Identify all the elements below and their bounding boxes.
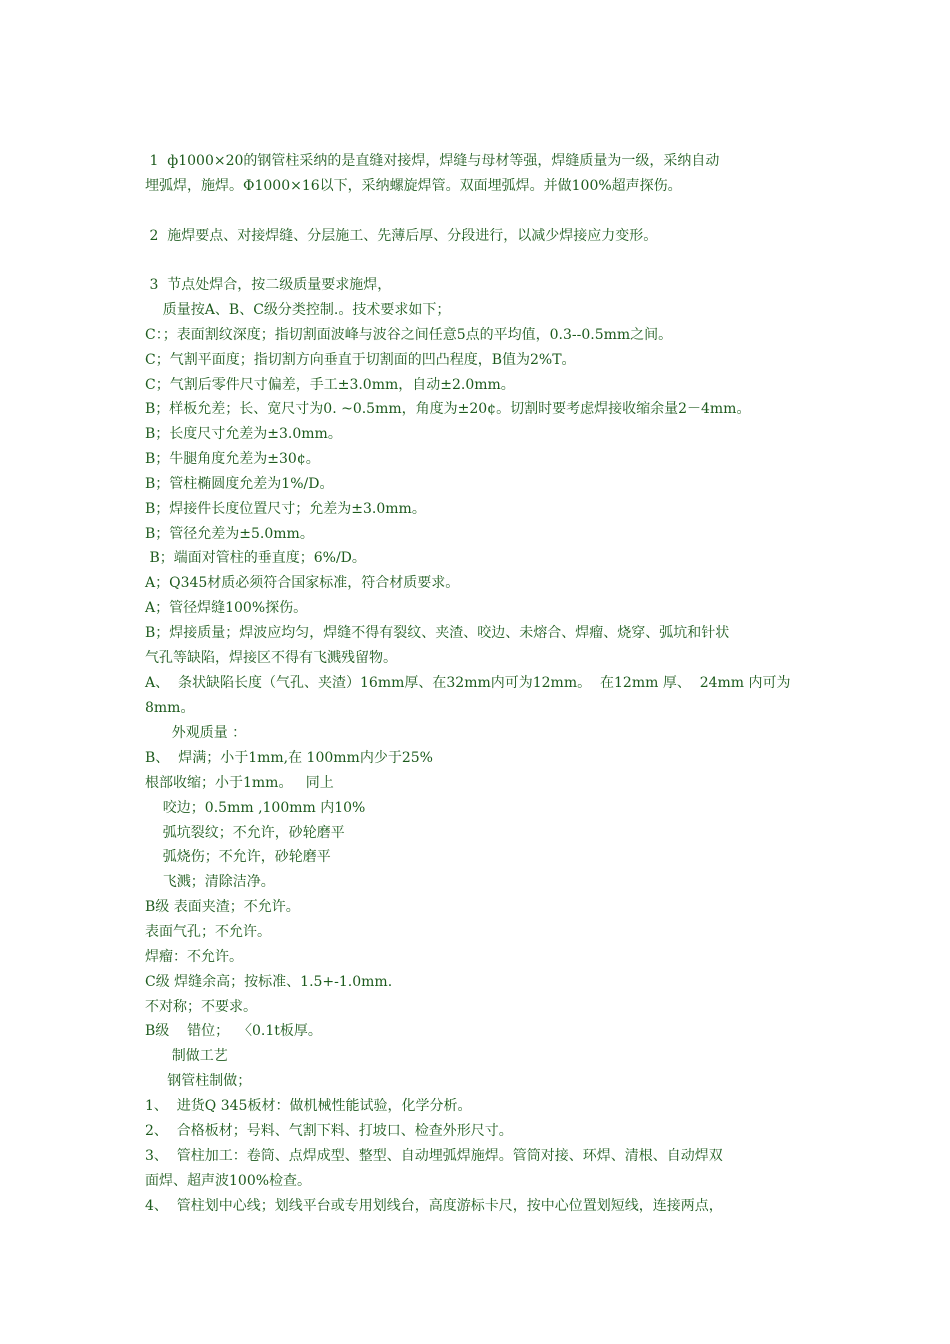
text-line: 1、 进货Q 345板材：做机械性能试验，化学分析。	[145, 1098, 472, 1114]
text-line: 弧坑裂纹；不允许，砂轮磨平	[145, 825, 345, 841]
text-line: A、 条状缺陷长度（气孔、夹渣）16mm厚、在32mm内可为12mm。 在12mm 厚、 24mm 内可为	[145, 675, 791, 691]
text-line: A；管径焊缝100%探伤。	[145, 600, 308, 616]
text-line: 外观质量 ：	[145, 725, 247, 741]
text-line: B；焊接件长度位置尺寸；允差为±3.0mm。	[145, 501, 426, 517]
text-line: B、 焊满；小于1mm,在 100mm内少于25%	[145, 750, 433, 766]
text-line: 制做工艺	[145, 1048, 228, 1064]
text-line: B；牛腿角度允差为±30¢。	[145, 451, 320, 467]
text-line: 3、 管柱加工：卷筒、点焊成型、整型、自动埋弧焊施焊。管筒对接、环焊、清根、自动焊双	[145, 1148, 723, 1164]
text-line: 咬边；0.5mm ,100mm 内10%	[145, 800, 366, 816]
text-line: C；气割后零件尺寸偏差，手工±3.0mm，自动±2.0mm。	[145, 377, 515, 393]
text-line: 2、 合格板材；号料、气割下料、打坡口、检查外形尺寸。	[145, 1123, 513, 1139]
text-line: 8mm。	[145, 700, 195, 716]
text-line: 埋弧焊，施焊。Φ1000×16以下，采纳螺旋焊管。双面埋弧焊。并做100%超声探伤。	[145, 178, 682, 194]
text-line: B级 错位； 〈0.1t板厚。	[145, 1023, 322, 1039]
text-line: B；管柱椭圆度允差为1%/D。	[145, 476, 334, 492]
text-line: 1 ф1000×20的钢管柱采纳的是直缝对接焊，焊缝与母材等强，焊缝质量为一级，采纳自动	[145, 153, 720, 169]
text-line: A；Q345材质必须符合国家标准，符合材质要求。	[145, 575, 460, 591]
text-line: 3 节点处焊合，按二级质量要求施焊，	[145, 277, 392, 293]
text-line: 焊瘤：不允许。	[145, 949, 243, 965]
text-line: B；长度尺寸允差为±3.0mm。	[145, 426, 342, 442]
text-line: 2 施焊要点、对接焊缝、分层施工、先薄后厚、分段进行，以减少焊接应力变形。	[145, 228, 658, 244]
text-line: B级 表面夹渣；不允许。	[145, 899, 300, 915]
text-line: B；端面对管柱的垂直度；6%/D。	[145, 550, 366, 566]
text-line: 弧烧伤；不允许，砂轮磨平	[145, 849, 331, 865]
text-line: B；管径允差为±5.0mm。	[145, 526, 314, 542]
text-line: 表面气孔；不允许。	[145, 924, 271, 940]
text-line: 气孔等缺陷，焊接区不得有飞溅残留物。	[145, 650, 397, 666]
text-line: 根部收缩；小于1mm。 同上	[145, 775, 334, 791]
text-line: 不对称；不要求。	[145, 999, 257, 1015]
text-line: B；样板允差；长、宽尺寸为0. ~0.5mm，角度为±20¢。切割时要考虑焊接收缩余量2－4mm。	[145, 401, 751, 417]
text-line: 钢管柱制做；	[145, 1073, 252, 1089]
text-line: 飞溅；清除洁净。	[145, 874, 275, 890]
text-line: 面焊、超声波100%检查。	[145, 1173, 312, 1189]
text-line: C：；表面割纹深度；指切割面波峰与波谷之间任意5点的平均值，0.3--0.5mm之间。	[145, 327, 673, 343]
text-line: 质量按A、B、C级分类控制.。技术要求如下；	[145, 302, 451, 318]
text-line: 4、 管柱划中心线；划线平台或专用划线台，高度游标卡尺，按中心位置划短线，连接两点，	[145, 1198, 723, 1214]
text-line: B；焊接质量；焊波应均匀，焊缝不得有裂纹、夹渣、咬边、未熔合、焊瘤、烧穿、弧坑和针状	[145, 625, 730, 641]
text-line: C；气割平面度；指切割方向垂直于切割面的凹凸程度，B值为2%T。	[145, 352, 576, 368]
text-line: C级 焊缝余高；按标准、1.5+-1.0mm.	[145, 974, 393, 990]
